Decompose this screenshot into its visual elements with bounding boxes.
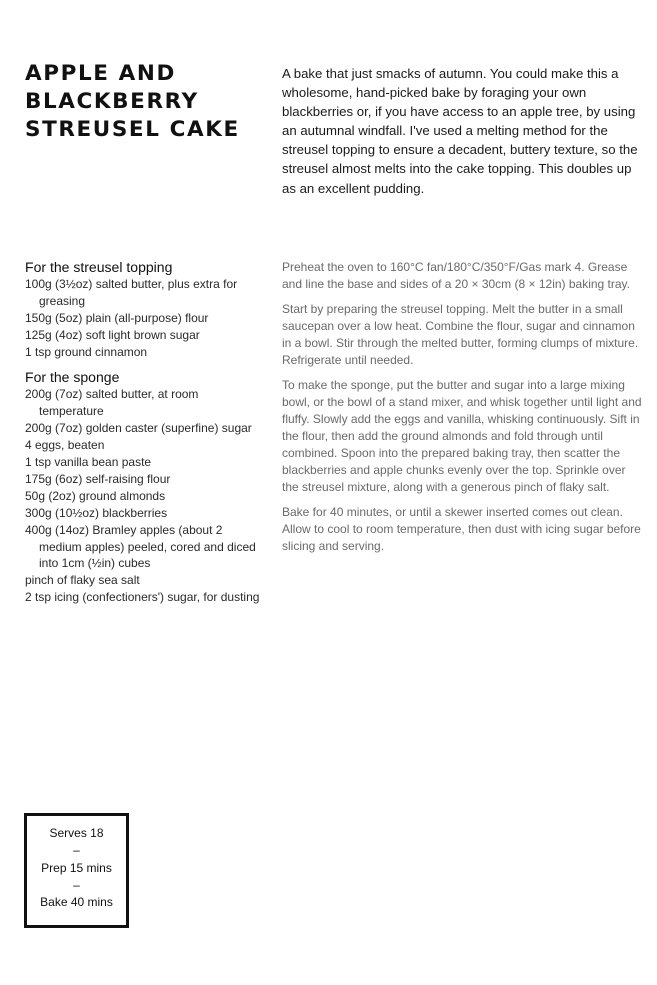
- recipe-title: [25, 60, 265, 144]
- ingredient-item: 125g (4oz) soft light brown sugar: [25, 327, 200, 342]
- method-step: Bake for 40 minutes, or until a skewer inserted comes out clean. Allow to cool to room temperature, then dust with icing sugar before slicing and serving.: [282, 505, 641, 553]
- bake-time-label: Bake 40 mins: [40, 895, 113, 910]
- recipe-intro: A bake that just smacks of autumn. You could make this a wholesome, hand-picked bake by foraging your own blackberries or, if you have access to an apple tree, by using an autumnal windfall. I've used a melting method for the streusel topping to ensure a decadent, buttery texture, so the streusel almost melts into the cake topping. This doubles up as an excellent pudding.: [282, 66, 638, 196]
- streusel-ingredient-list: [25, 276, 261, 361]
- ingredient-item: 400g (14oz) Bramley apples (about 2 medium apples) peeled, cored and diced into 1cm (½in) cubes: [25, 522, 256, 571]
- method-step: To make the sponge, put the butter and sugar into a large mixing bowl, or the bowl of a stand mixer, and whisk together until light and fluffy. Slowly add the eggs and vanilla, whisking continuously. Sift in the flour, then add the ground almonds and fold through until combined. Spoon into the prepared baking tray, then scatter the blackberries and apple chunks evenly over the top. Sprinkle over the streusel mixture, along with a generous pinch of flaky salt.: [282, 378, 642, 494]
- method-section: [282, 259, 644, 563]
- ingredient-item: 100g (3½oz) salted butter, plus extra for greasing: [25, 276, 238, 308]
- sponge-heading: For the sponge: [25, 369, 120, 386]
- recipe-title-line: BLACKBERRY: [25, 89, 199, 114]
- recipe-info-box: [24, 813, 129, 928]
- ingredient-item: 1 tsp vanilla bean paste: [25, 454, 152, 469]
- ingredient-item: 50g (2oz) ground almonds: [25, 488, 166, 503]
- serves-label: Serves 18: [49, 826, 104, 840]
- ingredient-item: 300g (10½oz) blackberries: [25, 505, 168, 520]
- ingredient-item: 150g (5oz) plain (all-purpose) flour: [25, 310, 209, 325]
- prep-time-label: Prep 15 mins: [41, 860, 112, 875]
- ingredient-item: pinch of flaky sea salt: [25, 573, 140, 588]
- ingredients-section: [25, 259, 261, 606]
- sponge-ingredients: [25, 369, 261, 606]
- info-separator: –: [73, 843, 80, 858]
- ingredient-item: 1 tsp ground cinnamon: [25, 344, 148, 359]
- method-step: Start by preparing the streusel topping. Melt the butter in a small saucepan over a low heat. Combine the flour, sugar and cinnamon in a bowl. Stir through the melted butter, forming clumps of mixture. Refrigerate until needed.: [282, 302, 639, 367]
- recipe-title-line: STREUSEL CAKE: [25, 117, 240, 142]
- ingredient-item: 200g (7oz) salted butter, at room temperature: [25, 387, 199, 419]
- ingredient-item: 4 eggs, beaten: [25, 438, 105, 453]
- recipe-title-line: APPLE AND: [25, 61, 176, 86]
- streusel-ingredients: [25, 259, 261, 360]
- info-separator: –: [73, 877, 80, 892]
- streusel-heading: For the streusel topping: [25, 259, 173, 275]
- sponge-ingredient-list: [25, 386, 261, 606]
- ingredient-item: 2 tsp icing (confectioners') sugar, for dusting: [25, 590, 260, 605]
- ingredient-item: 200g (7oz) golden caster (superfine) sugar: [25, 421, 252, 436]
- ingredient-item: 175g (6oz) self-raising flour: [25, 471, 171, 486]
- method-step: Preheat the oven to 160°C fan/180°C/350°F/Gas mark 4. Grease and line the base and sides of a 20 × 30cm (8 × 12in) baking tray.: [282, 260, 630, 291]
